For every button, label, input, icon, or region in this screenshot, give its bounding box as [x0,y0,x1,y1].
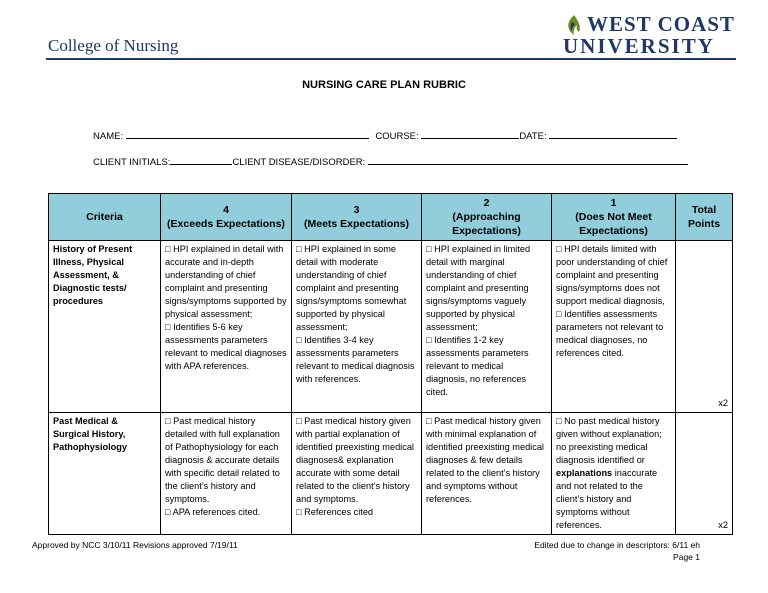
table-row [49,413,733,535]
footer-approval: Approved by NCC 3/10/11 Revisions approved 7/19/11 [32,540,238,550]
cell-pmh-does-not-meet-bold: explanations [556,468,613,478]
cell-pmh-meets: □ Past medical history given with partial explanation of identified preexisting medical diagnoses& explanation accurate with some detail related to the client’s history and symptoms. □ References cited [292,413,422,535]
header-criteria: Criteria [49,194,161,241]
name-field[interactable] [126,128,369,139]
cell-pmh-does-not-meet-text-b: inaccurate and not related to the client’s history and symptoms without references. [556,468,658,530]
university-logo [563,12,735,56]
table-header-row [49,194,733,241]
college-name: College of Nursing [48,36,179,55]
points-hpi: x2 [676,241,733,413]
cell-pmh-does-not-meet [552,413,676,535]
header-does-not-meet-label: (Does Not Meet Expectations) [575,211,652,237]
logo-text-west-coast: WEST COAST [587,12,735,36]
criteria-past-medical: Past Medical & Surgical History, Pathophysiology [49,413,161,535]
header-meets [292,194,422,241]
points-pmh: x2 [676,413,733,535]
logo-text-university: UNIVERSITY [563,34,715,58]
rubric-table [48,193,733,535]
cell-pmh-approaching: □ Past medical history given with minimal explanation of identified preexisting medical diagnoses & few details related to the client’s history and symptoms without references. [422,413,552,535]
client-disease-field[interactable] [368,154,688,165]
client-initials-label: CLIENT INITIALS: [93,157,171,168]
name-course-date-row [93,128,677,142]
name-label: NAME: [93,131,124,142]
course-field[interactable] [421,128,519,139]
document-title: NURSING CARE PLAN RUBRIC [302,79,466,91]
flame-icon [565,14,583,36]
criteria-hpi: History of Present Illness, Physical Assessment, & Diagnostic tests/ procedures [49,241,161,413]
date-field[interactable] [549,128,677,139]
footer-edited: Edited due to change in descriptors: 6/11 eh [534,540,700,550]
cell-hpi-approaching: □ HPI explained in limited detail with marginal understanding of chief complaint and presenting signs/symptoms vaguely supported by physical assessment; □ Identifies 1-2 key assessments parameters relevant to medical diagnosis, no references cited. [422,241,552,413]
header-divider [46,58,736,60]
cell-pmh-exceeds: □ Past medical history detailed with full explanation of Pathophysiology for each diagnosis & accurate details with specific detail related to the client’s history and symptoms. □ APA references cited. [161,413,292,535]
header-meets-label: (Meets Expectations) [303,218,410,230]
footer-page-number: Page 1 [673,552,700,562]
client-info-row [93,154,688,168]
client-disease-label: CLIENT DISEASE/DISORDER: [232,157,366,168]
header-meets-score: 3 [353,204,360,216]
header-approaching [422,194,552,241]
cell-hpi-exceeds: □ HPI explained in detail with accurate and in-depth understanding of chief complaint and presenting signs/symptoms supported by physical assessment; □ Identifies 5-6 key assessments parameters relevant to medical diagnoses with APA references. [161,241,292,413]
header-does-not-meet [552,194,676,241]
header-exceeds-score: 4 [223,204,229,216]
client-initials-field[interactable] [170,154,232,165]
header-total-points: Total Points [676,194,733,241]
header-approaching-score: 2 [483,197,490,209]
date-label: DATE: [519,131,547,142]
header-exceeds [161,194,292,241]
cell-hpi-meets: □ HPI explained in some detail with moderate understanding of chief complaint and presenting signs/symptoms somewhat supported by physical assessment; □ Identifies 3-4 key assessments parameters relevant to medical diagnosis with references. [292,241,422,413]
header-does-not-meet-score: 1 [610,197,617,209]
cell-pmh-does-not-meet-text-a: □ No past medical history given without explanation; no preexisting medical diagnosis identified or [556,416,662,465]
header-exceeds-label: (Exceeds Expectations) [167,218,285,230]
cell-hpi-does-not-meet: □ HPI details limited with poor understanding of chief complaint and presenting signs/symptoms does not support medical diagnosis, □ Identifies assessments parameters not relevant to medical diagnoses, no references cited. [552,241,676,413]
table-row [49,241,733,413]
header-approaching-label: (Approaching Expectations) [452,211,521,237]
course-label: COURSE: [375,131,419,142]
